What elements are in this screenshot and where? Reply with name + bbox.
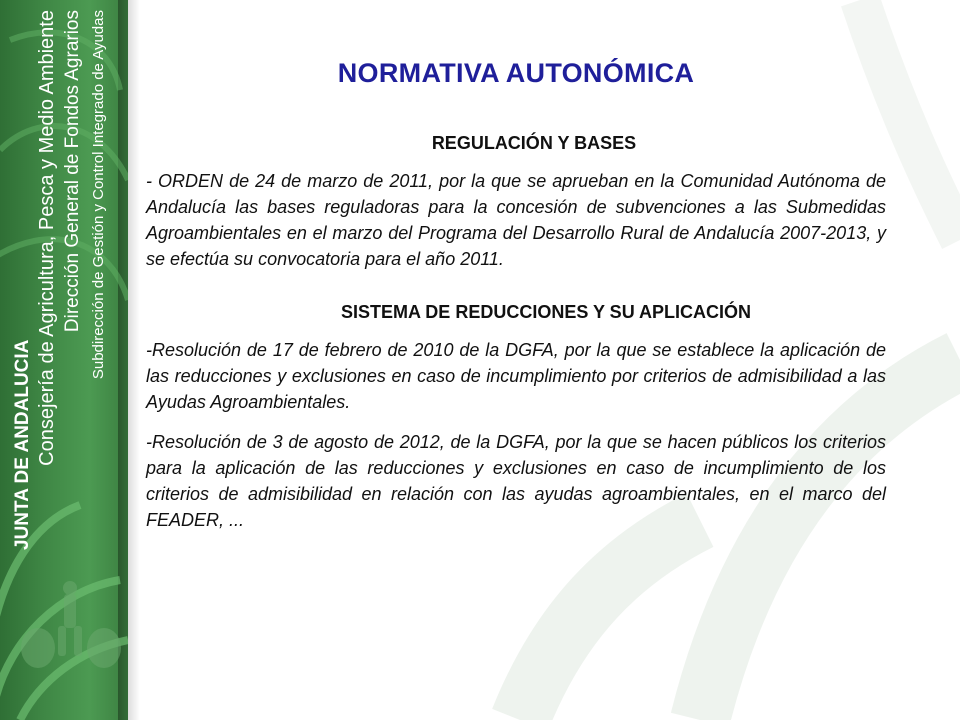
banner-vertical-text: [10, 10, 128, 550]
direccion-general-label: Dirección General de Fondos Agrarios: [62, 10, 83, 333]
paragraph-resolucion-2010: -Resolución de 17 de febrero de 2010 de la DGFA, por la que se establece la aplicación de las reducciones y exclusiones en caso de incumplimiento por criterios de admisibilidad a las Ayudas Agroambientales.: [146, 340, 886, 412]
consejeria-label: Consejería de Agricultura, Pesca y Medio Ambiente: [36, 10, 58, 466]
section-heading-reducciones: SISTEMA DE REDUCCIONES Y SU APLICACIÓN: [340, 302, 752, 322]
page-title: NORMATIVA AUTONÓMICA: [337, 58, 695, 88]
section-heading-regulacion: REGULACIÓN Y BASES: [431, 133, 637, 153]
slide-content: [146, 48, 886, 533]
section-reducciones: [146, 302, 886, 323]
subdireccion-label: Subdirección de Gestión y Control Integrado de Ayudas: [90, 10, 107, 380]
paragraph-resolucion-2012: -Resolución de 3 de agosto de 2012, de la DGFA, por la que se hacen públicos los criterios para la aplicación de las reducciones y exclusiones en caso de incumplimiento de los criterios de admisibilidad en relación con las ayudas agroambientales, en el marco del FEADER, ...: [146, 432, 886, 530]
paragraph-orden-2011: - ORDEN de 24 de marzo de 2011, por la que se aprueban en la Comunidad Autónoma de Andalucía las bases reguladoras para la concesión de subvenciones a las Submedidas Agroambientales en el marzo del Programa del Desarrollo Rural de Andalucía 2007-2013, y se efectúa su convocatoria para el año 2011.: [146, 171, 886, 269]
section-regulacion: [182, 133, 886, 154]
junta-de-andalucia-label: JUNTA DE ANDALUCIA: [12, 339, 33, 550]
